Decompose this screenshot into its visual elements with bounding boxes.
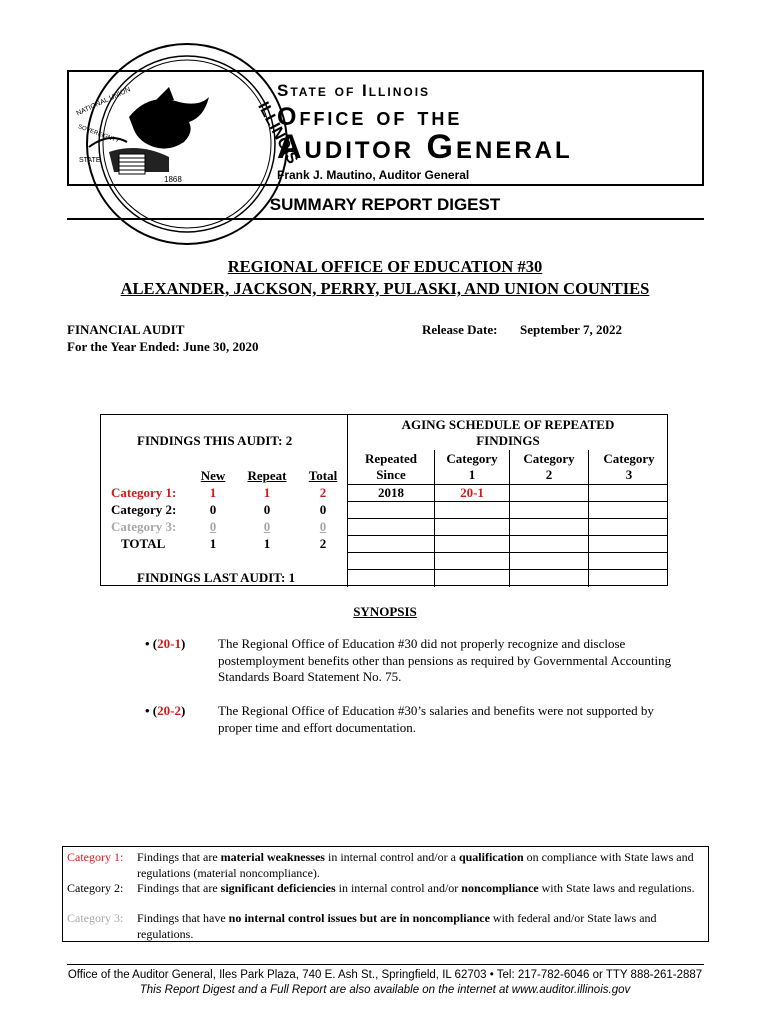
category2-repeat: 0 [263, 502, 271, 517]
category3-new: 0 [209, 519, 217, 534]
finding-id: 20-2 [157, 703, 181, 718]
divider [348, 484, 668, 485]
total-total: 2 [319, 536, 327, 551]
synopsis-text: The Regional Office of Education #30’s salaries and benefits were not supported by proper time and effort documentation. [218, 703, 654, 735]
auditor-name: Frank J. Mautino, Auditor General [277, 168, 470, 182]
category1-repeat: 1 [263, 485, 271, 500]
category3-label: Category 3: [111, 519, 177, 534]
category3-total: 0 [319, 519, 327, 534]
aging-col-category2: Category [523, 451, 575, 466]
aging-row1-since: 2018 [378, 485, 404, 500]
category-label: Category 1: [67, 850, 124, 864]
digest-title: SUMMARY REPORT DIGEST [269, 195, 501, 214]
divider [348, 501, 668, 502]
category-label: Category 2: [67, 881, 124, 895]
svg-text:ILLINOIS: ILLINOIS [254, 99, 302, 167]
aging-col-category3-num: 3 [625, 467, 633, 482]
aging-col-since: Since [376, 467, 406, 482]
divider [348, 518, 668, 519]
findings-summary-box [100, 414, 668, 586]
year-ended: For the Year Ended: June 30, 2020 [67, 339, 259, 354]
office-heading: Office of the [277, 103, 463, 131]
svg-text:1868: 1868 [164, 175, 182, 184]
divider [348, 535, 668, 536]
release-date-value: September 7, 2022 [520, 322, 622, 337]
aging-col-category2-num: 2 [545, 467, 553, 482]
category-definitions-box: Category 1: Findings that are material weaknesses in internal control and/or a qualification on compliance with State laws and regulations (material noncompliance). Category 2: Findings that are significant deficiencies in internal control and/or noncompliance with State laws and regulations. Category 3: Findings that have no internal control issues but are in noncompliance with federal and/or State laws and regulations. [62, 846, 709, 942]
col-header-repeat: Repeat [247, 468, 287, 483]
category1-total: 2 [319, 485, 327, 500]
col-header-new: New [200, 468, 226, 483]
category-label: Category 3: [67, 911, 124, 925]
category2-total: 0 [319, 502, 327, 517]
divider [348, 552, 668, 553]
svg-text:NATIONAL UNION: NATIONAL UNION [75, 86, 132, 118]
report-title-line2: ALEXANDER, JACKSON, PERRY, PULASKI, AND UNION COUNTIES [120, 279, 650, 298]
aging-title-line1: AGING SCHEDULE OF REPEATED [401, 417, 615, 432]
state-heading: State of Illinois [277, 81, 431, 100]
svg-text:STATE: STATE [79, 157, 101, 164]
synopsis-bullet: • (20-2) [145, 703, 186, 718]
audit-type: FINANCIAL AUDIT [67, 322, 185, 337]
report-header [67, 70, 704, 186]
findings-last-audit: FINDINGS LAST AUDIT: 1 [137, 570, 296, 585]
report-title-line1: REGIONAL OFFICE OF EDUCATION #30 [227, 257, 543, 276]
synopsis-text: The Regional Office of Education #30 did not properly recognize and disclose postemployment benefits other than pensions as required by Governmental Accounting Standards Board Statement No. 75. [218, 636, 672, 684]
aging-title-line2: FINDINGS [476, 433, 540, 448]
aging-col-category1: Category [446, 451, 498, 466]
state-seal-image [69, 72, 302, 184]
total-label: TOTAL [121, 536, 166, 551]
svg-text:SOVEREIGNTY: SOVEREIGNTY [77, 124, 120, 145]
aging-row1-category1: 20-1 [460, 485, 484, 500]
finding-id: 20-1 [157, 636, 181, 651]
footer-address: Office of the Auditor General, Iles Park Plaza, 740 E. Ash St., Springfield, IL 62703 • Tel: 217-782-6046 or TTY 888-261-2887 [67, 969, 703, 981]
total-new: 1 [209, 536, 217, 551]
aging-col-category3: Category [603, 451, 655, 466]
category3-repeat: 0 [263, 519, 271, 534]
release-date-label: Release Date: [422, 322, 498, 337]
col-header-total: Total [308, 468, 338, 483]
category1-label: Category 1: [111, 485, 177, 500]
footer-website-note: This Report Digest and a Full Report are also available on the internet at www.auditor.illinois.gov [139, 984, 631, 996]
auditor-general-heading: Auditor General [277, 128, 573, 166]
synopsis-title: SYNOPSIS [353, 604, 417, 619]
divider [67, 964, 704, 965]
divider [67, 218, 704, 220]
category1-new: 1 [209, 485, 217, 500]
aging-col-category1-num: 1 [468, 467, 476, 482]
divider [348, 569, 668, 570]
total-repeat: 1 [263, 536, 271, 551]
synopsis-bullet: • (20-1) [145, 636, 186, 651]
category2-label: Category 2: [111, 502, 177, 517]
findings-this-audit: FINDINGS THIS AUDIT: 2 [137, 433, 293, 448]
aging-col-repeated: Repeated [365, 451, 417, 466]
category2-new: 0 [209, 502, 217, 517]
